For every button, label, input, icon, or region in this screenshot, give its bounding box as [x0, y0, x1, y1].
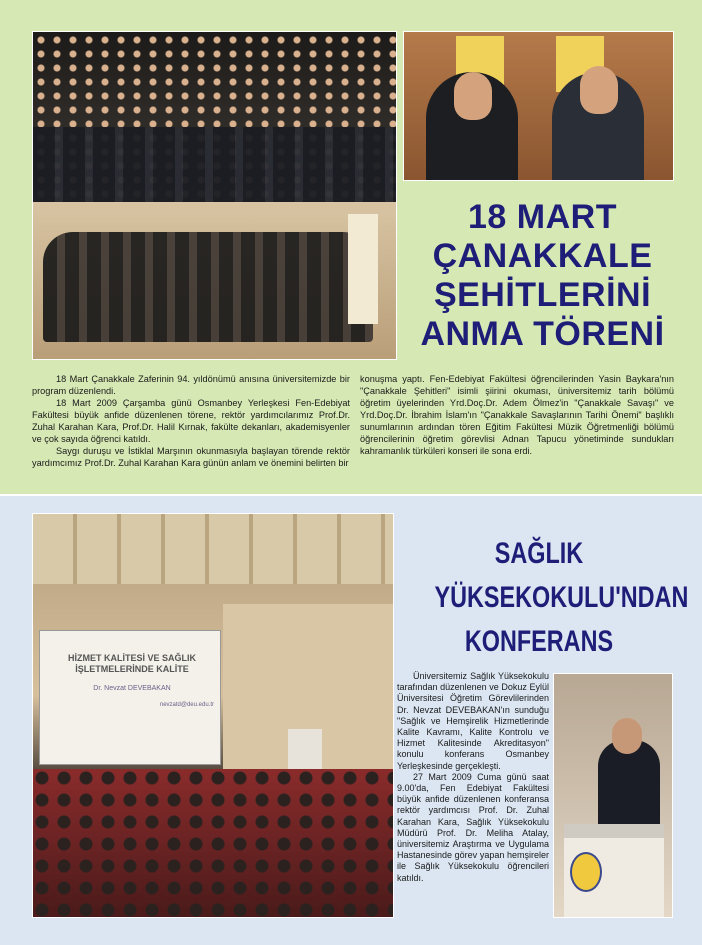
ceremony-photo	[32, 31, 397, 360]
front-row-guests	[33, 127, 396, 202]
projection-screen	[39, 630, 221, 765]
title-line: SAĞLIK	[494, 537, 584, 570]
ceremony-text-col1	[32, 373, 350, 469]
conference-title	[434, 532, 689, 664]
ceremony-text-col2	[360, 373, 674, 457]
lectern	[288, 729, 322, 773]
ceremony-title	[410, 198, 675, 354]
hall-ceiling	[33, 514, 393, 584]
speakers-photo	[403, 31, 674, 181]
slide-email: nevzatd@deu.edu.tr	[159, 702, 214, 708]
speaker-left-face	[454, 72, 492, 120]
title-line: 18 MART	[468, 198, 617, 236]
paragraph: Üniversitemiz Sağlık Yüksekokulu tarafından düzenlenen ve Dokuz Eylül Üniversitesi Öğretim Görevlilerinden Dr. Nevzat DEVEBAKAN'ın sunduğu "Sağlık ve Hemşirelik Hizmetlerinde Kalite Kavramı, Kalite Kontrolu ve Hizmet Kalitesinde Akreditasyon" konulu konferans Osmanbey Yerleşkesinde gerçekleşti.	[397, 671, 549, 771]
title-line: ÇANAKKALE	[432, 237, 653, 275]
speaker-podium-photo	[553, 673, 673, 918]
slide-title: HİZMET KALİTESİ VE SAĞLIK İŞLETMELERİNDE KALİTE	[67, 653, 196, 674]
university-seal-icon	[570, 852, 602, 892]
paragraph: 27 Mart 2009 Cuma günü saat 9.00'da, Fen Edebiyat Fakültesi büyük anfide düzenlenen konferansa rektör yardımcısı Prof. Dr. Zuhal Karahan Kara, Sağlık Yüksekokulu Müdürü Prof. Dr. Meliha Atalay, üniversitemiz Araştırma ve Uygulama Hastanesinde görev yapan hemşireler ile Sağlık Yüksekokulu öğrencileri katıldı.	[397, 771, 549, 883]
university-banner	[348, 214, 378, 324]
paragraph: Saygı duruşu ve İstiklal Marşının okunmasıyla başlayan törende rektör yardımcımız Prof.Dr. Zuhal Karahan Kara günün anlam ve önemini belirten bir	[32, 446, 350, 468]
speaker-right-face	[580, 66, 618, 114]
paragraph: 18 Mart Çanakkale Zaferinin 94. yıldönümü anısına üniversitemizde bir program düzenlendi.	[32, 374, 350, 396]
conference-hall-photo	[32, 513, 394, 918]
paragraph: konuşma yaptı. Fen-Edebiyat Fakültesi öğrencilerinden Yasin Baykara'nın "Çanakkale Şehitleri" isimli şiirini okuması, üniversitemiz tarih bölümü öğretim üyelerinden Yrd.Doç.Dr. Adem Ölmez'in "Çanakkale Savaşı" ve Yrd.Doç.Dr. İbrahim İslam'ın "Çanakkale Savaşlarının Tarihi Önemi" başlıklı sunumlarının ardından tören Eğitim Fakültesi Müzik Öğretmenliği bölümü öğrencilerinin öğretim görevlisi Adnan Tapucu yönetiminde sundukları kahramanlık türküleri konseri ile sona erdi.	[360, 374, 674, 456]
music-ensemble	[43, 232, 373, 342]
paragraph: 18 Mart 2009 Çarşamba günü Osmanbey Yerleşkesi Fen-Edebiyat Fakültesi büyük anfide düzenlenen törene, rektör yardımcılarımız Prof.Dr. Zuhal Karahan Kara, Prof.Dr. Halil Kırnak, fakülte dekanları, akademisyenler ve çok sayıda öğrenci katıldı.	[32, 398, 350, 444]
title-line: ŞEHİTLERİNİ	[433, 276, 652, 314]
title-line: ANMA TÖRENİ	[420, 315, 665, 353]
slide-presenter: Dr. Nevzat DEVEBAKAN	[93, 685, 171, 692]
title-line: KONFERANS	[464, 625, 614, 658]
title-line: YÜKSEKOKULU'NDAN	[434, 581, 689, 614]
speaker-head	[612, 718, 642, 754]
conference-text	[397, 671, 549, 884]
conference-audience	[33, 769, 393, 918]
